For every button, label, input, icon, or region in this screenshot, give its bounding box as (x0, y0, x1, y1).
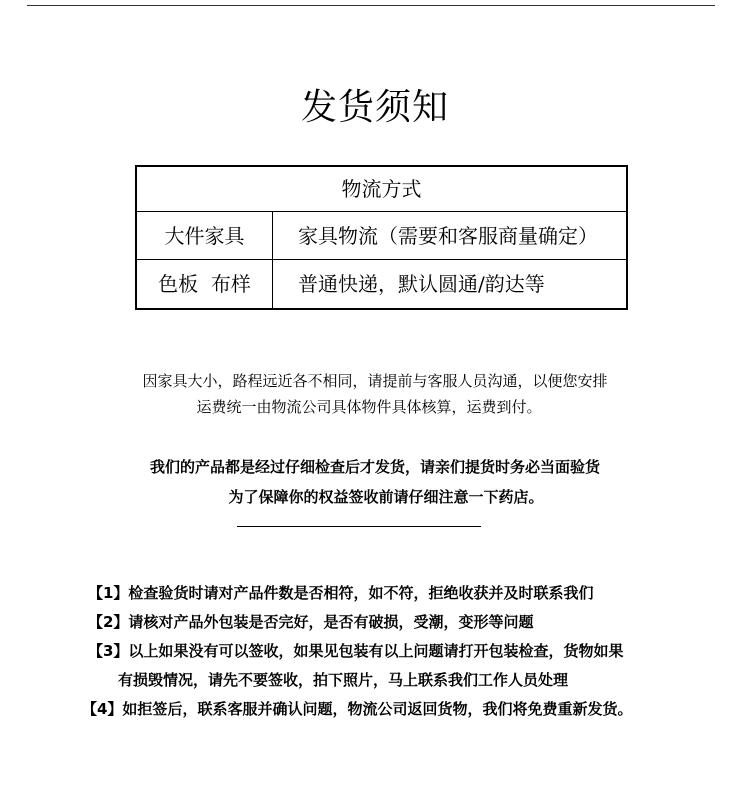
row-value-samples: 普通快递，默认圆通/韵达等 (298, 272, 545, 296)
top-rule (27, 5, 715, 6)
table-row (137, 212, 626, 260)
rule-item-3: 【3】以上如果没有可以签收，如果见包装有以上问题请打开包装检查，货物如果 (88, 642, 624, 660)
notice-line-1: 我们的产品都是经过仔细检查后才发货，请亲们提货时务必当面验货 (149, 458, 600, 476)
notice-paragraph (0, 452, 750, 512)
rules-list (82, 579, 728, 724)
rule-item-1: 【1】检查验货时请对产品件数是否相符，如不符，拒绝收获并及时联系我们 (88, 584, 594, 602)
intro-line-1: 因家具大小，路程远近各不相同，请提前与客服人员沟通，以便您安排 (142, 372, 608, 390)
table-row (137, 260, 626, 308)
notice-line-2: 为了保障你的权益签收前请仔细注意一下药店。 (228, 488, 544, 506)
logistics-table (135, 165, 628, 310)
table-header: 物流方式 (137, 167, 626, 212)
divider (237, 526, 481, 527)
intro-paragraph (0, 368, 750, 420)
intro-line-2: 运费统一由物流公司具体物件具体核算，运费到付。 (196, 398, 542, 416)
rule-item-4: 【4】如拒签后，联系客服并确认问题，物流公司返回货物，我们将免费重新发货。 (82, 700, 633, 718)
page-title: 发货须知 (300, 87, 449, 128)
rule-item-3-continued: 有损毁情况，请先不要签收，拍下照片，马上联系我们工作人员处理 (118, 671, 569, 689)
row-value-furniture: 家具物流（需要和客服商量确定） (298, 224, 598, 248)
row-label-furniture: 大件家具 (137, 212, 273, 259)
rule-item-2: 【2】请核对产品外包装是否完好，是否有破损，受潮，变形等问题 (88, 613, 534, 631)
row-label-samples: 色板 布样 (137, 260, 273, 308)
